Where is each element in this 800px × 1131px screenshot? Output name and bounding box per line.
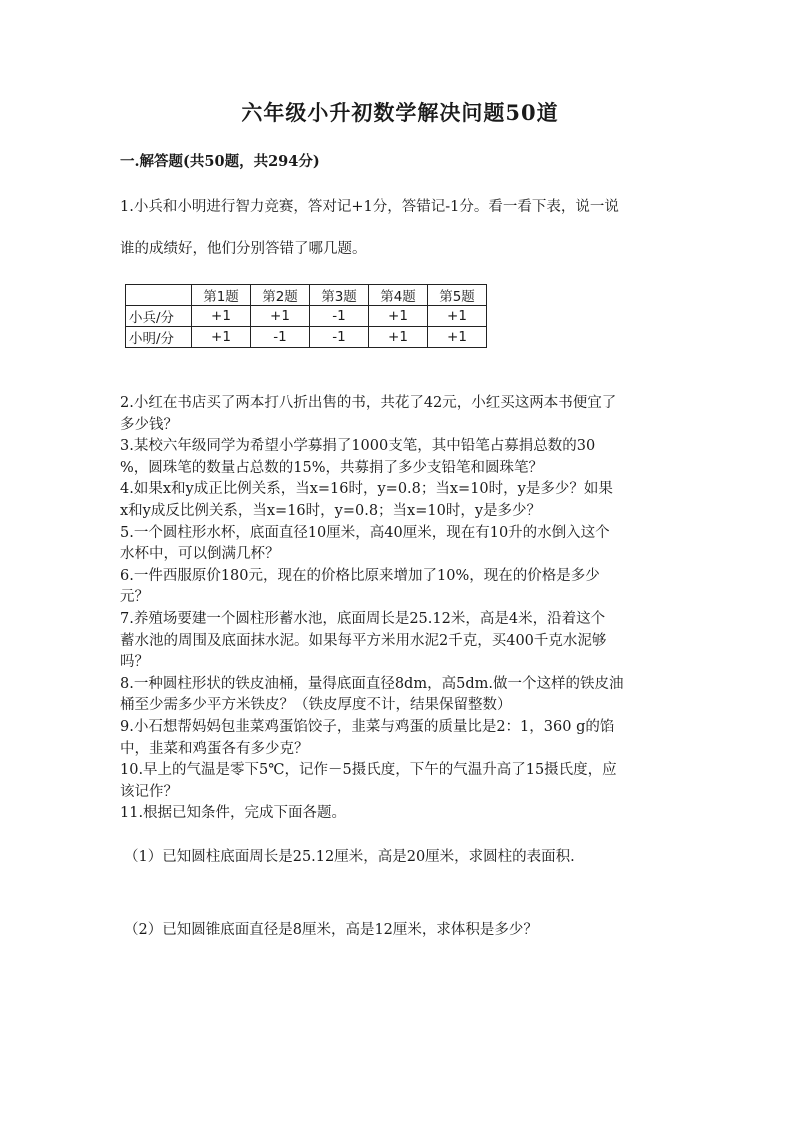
table-header-cell: 第5题 bbox=[428, 285, 487, 306]
question-text-line: 桶至少需多少平方米铁皮？（铁皮厚度不计，结果保留整数） bbox=[120, 697, 512, 714]
question-5 bbox=[120, 523, 682, 566]
sub-question-1: （1）已知圆柱底面周长是25.12厘米，高是20厘米，求圆柱的表面积. bbox=[124, 849, 575, 865]
question-8 bbox=[120, 674, 682, 717]
table-cell: -1 bbox=[251, 327, 310, 348]
section-heading: 一.解答题(共50题，共294分) bbox=[120, 153, 320, 170]
question-4 bbox=[120, 479, 682, 522]
question-text-line: 4.如果x和y成正比例关系，当x=16时，y=0.8；当x=10时，y是多少？如果 bbox=[120, 481, 613, 498]
question-11 bbox=[120, 803, 682, 825]
table-cell: +1 bbox=[192, 327, 251, 348]
question-2 bbox=[120, 393, 682, 436]
table-cell: +1 bbox=[428, 327, 487, 348]
question-text-line: 多少钱？ bbox=[120, 416, 178, 433]
question-text-line: 该记作？ bbox=[120, 783, 178, 800]
question-text-line: 5.一个圆柱形水杯，底面直径10厘米，高40厘米，现在有10升的水倒入这个 bbox=[120, 524, 610, 541]
score-table bbox=[125, 284, 487, 348]
question-text-line: 水杯中，可以倒满几杯？ bbox=[120, 546, 280, 563]
question-6 bbox=[120, 566, 682, 609]
question-text-line: 蓄水池的周围及底面抹水泥。如果每平方米用水泥2千克，买400千克水泥够 bbox=[120, 632, 607, 649]
table-cell: +1 bbox=[369, 327, 428, 348]
table-cell: +1 bbox=[192, 306, 251, 327]
table-header-cell: 第2题 bbox=[251, 285, 310, 306]
question-3 bbox=[120, 436, 682, 479]
table-cell: +1 bbox=[251, 306, 310, 327]
question-text-line: 8.一种圆柱形状的铁皮油桶，量得底面直径8dm，高5dm.做一个这样的铁皮油 bbox=[120, 675, 624, 692]
question-text-line: 吗？ bbox=[120, 654, 149, 671]
question-text-line: x和y成反比例关系，当x=16时，y=0.8；当x=10时，y是多少？ bbox=[120, 502, 542, 519]
question-text-line: 9.小石想帮妈妈包韭菜鸡蛋馅饺子，韭菜与鸡蛋的质量比是2：1，360 g的馅 bbox=[120, 718, 615, 735]
table-cell: +1 bbox=[369, 306, 428, 327]
question-text-line: 7.养殖场要建一个圆柱形蓄水池，底面周长是25.12米，高是4米，沿着这个 bbox=[120, 610, 606, 627]
question-1 bbox=[120, 186, 682, 270]
question-text-line: 6.一件西服原价180元，现在的价格比原来增加了10%，现在的价格是多少 bbox=[120, 567, 600, 584]
table-header-cell: 第3题 bbox=[310, 285, 369, 306]
page-title: 六年级小升初数学解决问题50道 bbox=[241, 100, 559, 125]
table-header-cell: 第1题 bbox=[192, 285, 251, 306]
question-9 bbox=[120, 717, 682, 760]
question-text-line: 11.根据已知条件，完成下面各题。 bbox=[120, 805, 347, 822]
table-header-cell bbox=[126, 285, 192, 306]
question-text-line: 1.小兵和小明进行智力竞赛，答对记+1分，答错记-1分。看一看下表，说一说 bbox=[120, 199, 619, 215]
table-row-label: 小兵/分 bbox=[126, 306, 192, 327]
question-7 bbox=[120, 609, 682, 674]
question-text-line: 中，韭菜和鸡蛋各有多少克？ bbox=[120, 740, 309, 757]
table-cell: -1 bbox=[310, 306, 369, 327]
question-10 bbox=[120, 760, 682, 803]
table-cell: +1 bbox=[428, 306, 487, 327]
table-row-label: 小明/分 bbox=[126, 327, 192, 348]
question-text-line: 3.某校六年级同学为希望小学募捐了1000支笔，其中铅笔占募捐总数的30 bbox=[120, 438, 596, 455]
table-row bbox=[126, 306, 487, 327]
table-cell: -1 bbox=[310, 327, 369, 348]
question-list bbox=[120, 393, 682, 825]
question-text-line: 10.早上的气温是零下5℃，记作－5摄氏度，下午的气温升高了15摄氏度，应 bbox=[120, 762, 617, 779]
table-row bbox=[126, 327, 487, 348]
table-header-cell: 第4题 bbox=[369, 285, 428, 306]
question-text-line: 谁的成绩好，他们分别答错了哪几题。 bbox=[120, 241, 367, 257]
question-text-line: 元？ bbox=[120, 589, 149, 606]
table-header-row bbox=[126, 285, 487, 306]
question-text-line: %，圆珠笔的数量占总数的15%，共募捐了多少支铅笔和圆珠笔？ bbox=[120, 459, 544, 476]
sub-question-2: （2）已知圆锥底面直径是8厘米，高是12厘米，求体积是多少？ bbox=[124, 922, 538, 938]
question-text-line: 2.小红在书店买了两本打八折出售的书，共花了42元，小红买这两本书便宜了 bbox=[120, 395, 617, 411]
